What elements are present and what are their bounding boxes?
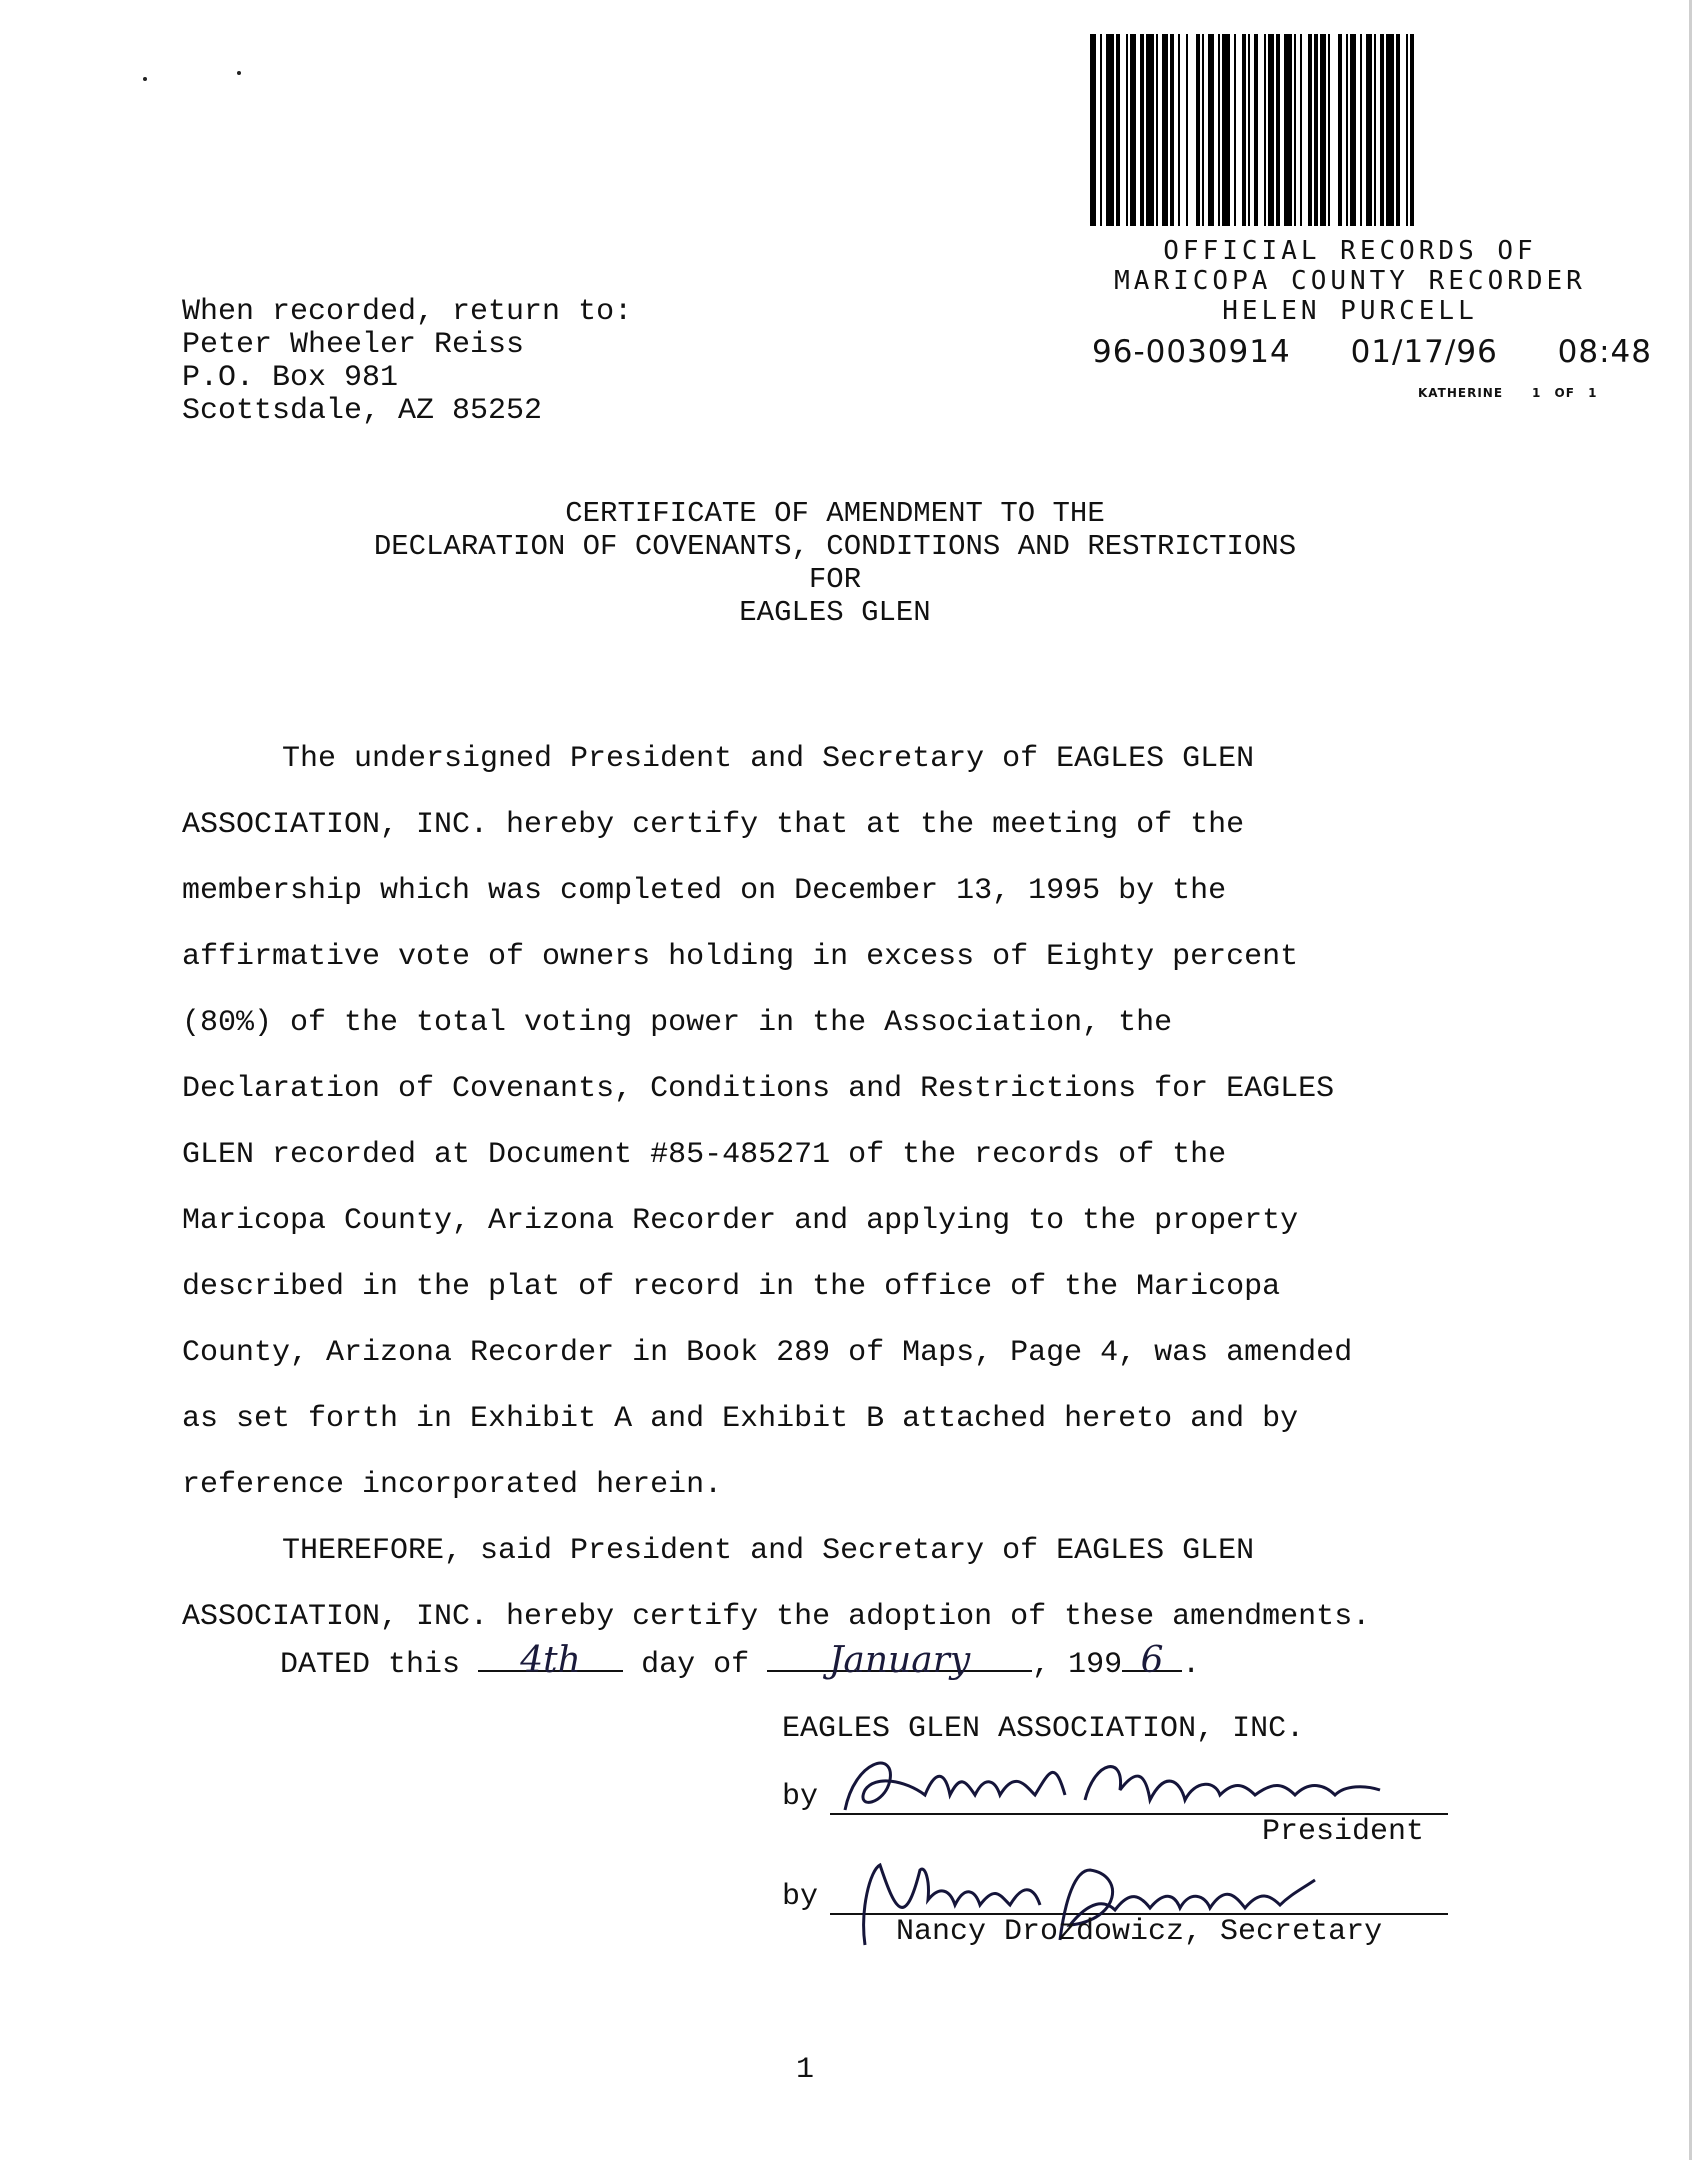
page-number: 1 (795, 2053, 814, 2087)
by-label: by (782, 1880, 819, 1914)
barcode-bar (1284, 34, 1292, 226)
return-label: When recorded, return to: (182, 295, 633, 329)
recording-pages: 1 OF 1 (1532, 386, 1598, 400)
recording-time: 08:48 (1557, 334, 1652, 370)
body-line: membership which was completed on December 13, 1995 by the (182, 874, 1227, 908)
president-title: President (1262, 1815, 1425, 1849)
barcode-bar (1188, 34, 1196, 226)
barcode (1090, 34, 1588, 226)
recorder-stamp (1060, 236, 1640, 326)
recorder-meta (1092, 334, 1652, 370)
return-name: Peter Wheeler Reiss (182, 328, 525, 362)
scan-speck (237, 71, 241, 75)
barcode-bar (1146, 34, 1154, 226)
return-address (182, 296, 632, 428)
barcode-bar (1106, 34, 1114, 226)
recording-clerk: KATHERINE (1418, 386, 1504, 400)
dated-end: . (1182, 1648, 1201, 1682)
body-line: affirmative vote of owners holding in excess of Eighty percent (182, 940, 1299, 974)
barcode-bar (1386, 34, 1394, 226)
body-line: reference incorporated herein. (182, 1468, 723, 1502)
body-line: Maricopa County, Arizona Recorder and applying to the property (182, 1204, 1299, 1238)
title-line-1: CERTIFICATE OF AMENDMENT TO THE (565, 497, 1105, 530)
scan-edge (1689, 0, 1692, 2160)
dated-middle: day of (641, 1648, 750, 1682)
title-line-2: DECLARATION OF COVENANTS, CONDITIONS AND RESTRICTIONS (373, 530, 1297, 563)
body-line: described in the plat of record in the office of the Maricopa (182, 1270, 1281, 1304)
title-line-3: FOR (808, 563, 862, 596)
dated-line (280, 1640, 1200, 1682)
recorder-line-2: MARICOPA COUNTY RECORDER (1114, 266, 1586, 296)
body-line: ASSOCIATION, INC. hereby certify the adoption of these amendments. (182, 1600, 1371, 1634)
association-name: EAGLES GLEN ASSOCIATION, INC. (782, 1712, 1305, 1746)
body-line: Declaration of Covenants, Conditions and Restrictions for EAGLES (182, 1072, 1335, 1106)
body-text (182, 726, 1512, 1650)
body-line: GLEN recorded at Document #85-485271 of the records of the (182, 1138, 1227, 1172)
barcode-bar (1414, 34, 1418, 226)
recording-date: 01/17/96 (1350, 334, 1498, 370)
dated-prefix: DATED this (280, 1648, 461, 1682)
dated-year: 6 (1122, 1640, 1182, 1672)
secretary-title: Nancy Drozdowicz, Secretary (896, 1915, 1383, 1949)
dated-day: 4th (478, 1640, 623, 1672)
dated-year-prefix: , 199 (1032, 1648, 1123, 1682)
body-line: (80%) of the total voting power in the Association, the (182, 1006, 1173, 1040)
by-label: by (782, 1780, 819, 1814)
return-box: P.O. Box 981 (182, 361, 399, 395)
barcode-bar (1330, 34, 1338, 226)
body-line: The undersigned President and Secretary of EAGLES GLEN (282, 742, 1255, 776)
document-title (230, 497, 1440, 629)
scan-speck (143, 77, 147, 81)
return-city: Scottsdale, AZ 85252 (182, 394, 543, 428)
body-line: as set forth in Exhibit A and Exhibit B attached hereto and by (182, 1402, 1299, 1436)
body-line: ASSOCIATION, INC. hereby certify that at the meeting of the (182, 808, 1245, 842)
barcode-bar (1222, 34, 1230, 226)
recording-number: 96-0030914 (1092, 334, 1291, 370)
body-line: THEREFORE, said President and Secretary of EAGLES GLEN (282, 1534, 1255, 1568)
title-line-4: EAGLES GLEN (739, 596, 931, 629)
body-line: County, Arizona Recorder in Book 289 of Maps, Page 4, was amended (182, 1336, 1353, 1370)
dated-month: January (767, 1640, 1032, 1672)
recorder-line-1: OFFICIAL RECORDS OF (1163, 236, 1537, 266)
recorder-line-3: HELEN PURCELL (1222, 296, 1478, 326)
